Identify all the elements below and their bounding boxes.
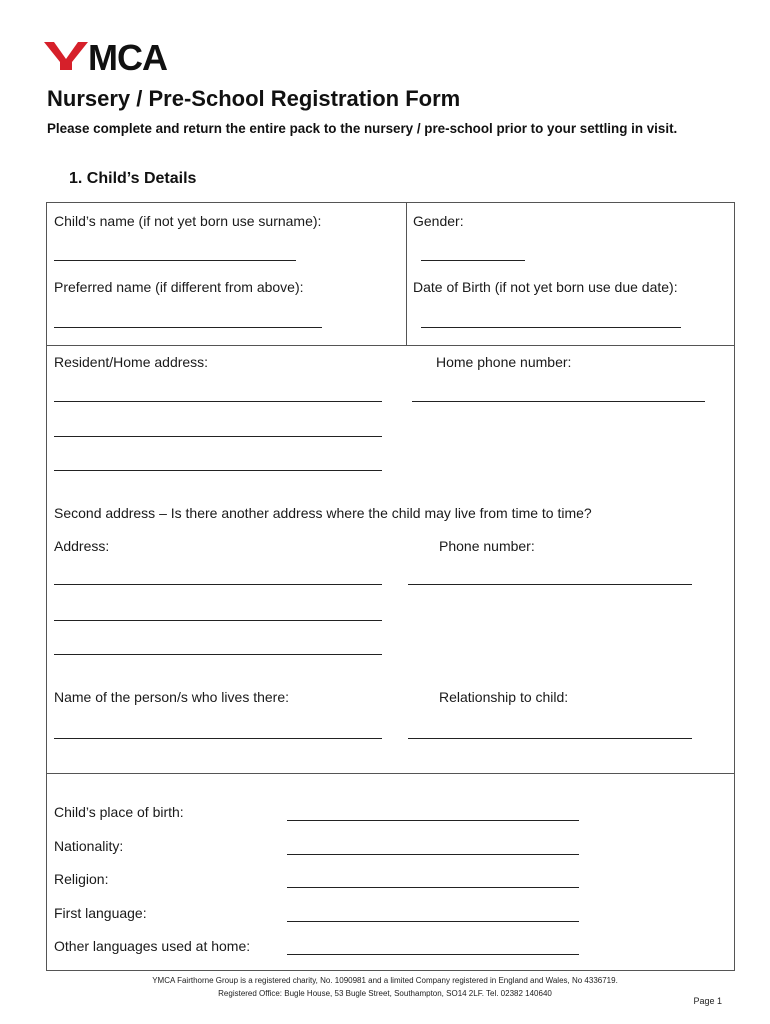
footer-office-line: Registered Office: Bugle House, 53 Bugle Street, Southampton, SO14 2LF. Tel. 02382 140640 <box>218 989 552 998</box>
relationship-field[interactable] <box>408 738 692 739</box>
page-subtitle: Please complete and return the entire pack to the nursery / pre-school prior to your settling in visit. <box>47 121 678 136</box>
home-address-line-2[interactable] <box>54 436 382 437</box>
home-phone-label: Home phone number: <box>436 354 572 370</box>
child-name-field[interactable] <box>54 260 296 261</box>
footer <box>0 974 770 1000</box>
home-phone-field[interactable] <box>412 401 705 402</box>
place-of-birth-field[interactable] <box>287 820 579 821</box>
place-of-birth-label: Child’s place of birth: <box>54 804 184 820</box>
child-name-label: Child’s name (if not yet born use surname): <box>54 213 322 229</box>
second-address-line-2[interactable] <box>54 620 382 621</box>
home-address-line-1[interactable] <box>54 401 382 402</box>
person-name-label: Name of the person/s who lives there: <box>54 689 290 705</box>
second-phone-field[interactable] <box>408 584 692 585</box>
date-of-birth-field[interactable] <box>421 327 681 328</box>
childs-details-form <box>46 202 735 971</box>
date-of-birth-label: Date of Birth (if not yet born use due date): <box>413 279 678 295</box>
logo-wordmark: MCA <box>88 40 167 72</box>
other-languages-field[interactable] <box>287 954 579 955</box>
page-number: Page 1 <box>693 996 722 1006</box>
religion-label: Religion: <box>54 871 109 887</box>
first-language-label: First language: <box>54 905 147 921</box>
preferred-name-field[interactable] <box>54 327 322 328</box>
gender-label: Gender: <box>413 213 464 229</box>
first-language-field[interactable] <box>287 921 579 922</box>
home-address-label: Resident/Home address: <box>54 354 209 370</box>
section-heading-childs-details: 1. Child’s Details <box>69 170 197 187</box>
relationship-label: Relationship to child: <box>439 689 569 705</box>
page-title: Nursery / Pre-School Registration Form <box>47 86 461 111</box>
ymca-logo <box>44 40 234 72</box>
person-name-field[interactable] <box>54 738 382 739</box>
second-address-line-3[interactable] <box>54 654 382 655</box>
second-address-question: Second address – Is there another address where the child may live from time to time? <box>54 505 592 521</box>
gender-field[interactable] <box>421 260 525 261</box>
row-divider <box>47 773 734 774</box>
footer-charity-line: YMCA Fairthorne Group is a registered charity, No. 1090981 and a limited Company registered in England and Wales, No 4336719. <box>152 976 618 985</box>
second-phone-label: Phone number: <box>439 538 535 554</box>
nationality-label: Nationality: <box>54 838 124 854</box>
row-divider <box>47 345 734 346</box>
home-address-line-3[interactable] <box>54 470 382 471</box>
religion-field[interactable] <box>287 887 579 888</box>
nationality-field[interactable] <box>287 854 579 855</box>
column-divider <box>406 203 407 345</box>
other-languages-label: Other languages used at home: <box>54 938 251 954</box>
second-address-label: Address: <box>54 538 110 554</box>
second-address-line-1[interactable] <box>54 584 382 585</box>
preferred-name-label: Preferred name (if different from above): <box>54 279 304 295</box>
